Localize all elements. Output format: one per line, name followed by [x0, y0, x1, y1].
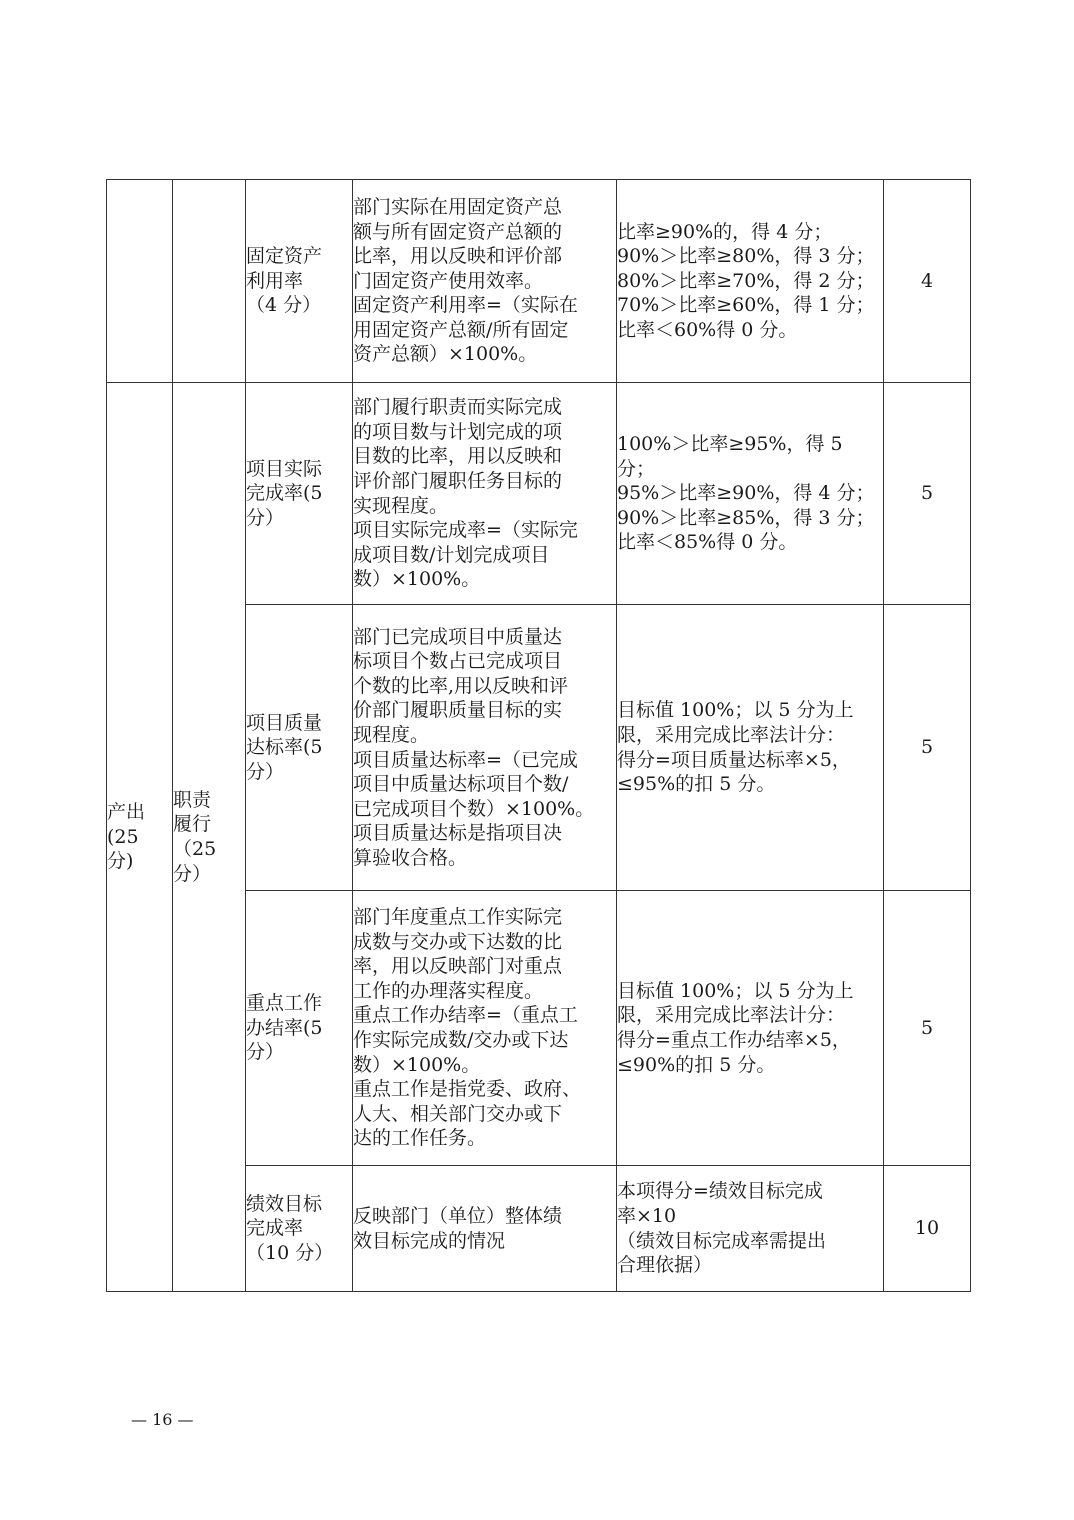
explanation-cell: 部门履行职责而实际完成 的项目数与计划完成的项 目数的比率，用以反映和 评价部门履职任务目标的 实现程度。 项目实际完成率=（实际完 成项目数/计划完成项目 数）×100%。 — [353, 383, 617, 605]
explanation-cell: 部门年度重点工作实际完 成数与交办或下达数的比 率，用以反映部门对重点 工作的办理落实程度。 重点工作办结率=（重点工 作实际完成数/交办或下达 数）×100%。 重点工作是指党委、政府、 人大、相关部门交办或下 达的工作任务。 — [353, 891, 617, 1166]
level1-cell-empty — [107, 180, 173, 383]
level2-indicator: 职责 履行 （25 分） — [173, 383, 246, 1292]
indicator-cell: 固定资产 利用率 （4 分） — [246, 180, 353, 383]
score-cell: 5 — [884, 383, 971, 605]
criteria-cell: 比率≥90%的，得 4 分； 90%＞比率≥80%，得 3 分； 80%＞比率≥70%，得 2 分； 70%＞比率≥60%，得 1 分； 比率＜60%得 0 分。 — [617, 180, 884, 383]
explanation-cell: 部门实际在用固定资产总 额与所有固定资产总额的 比率，用以反映和评价部 门固定资产使用效率。 固定资产利用率=（实际在 用固定资产总额/所有固定 资产总额）×100%。 — [353, 180, 617, 383]
table-row — [107, 180, 971, 383]
criteria-cell: 100%＞比率≥95%，得 5 分； 95%＞比率≥90%，得 4 分； 90%＞比率≥85%，得 3 分； 比率＜85%得 0 分。 — [617, 383, 884, 605]
score-cell: 5 — [884, 605, 971, 891]
criteria-cell: 目标值 100%；以 5 分为上 限，采用完成比率法计分： 得分=重点工作办结率×5， ≤90%的扣 5 分。 — [617, 891, 884, 1166]
explanation-cell: 部门已完成项目中质量达 标项目个数占已完成项目 个数的比率,用以反映和评 价部门履职质量目标的实 现程度。 项目质量达标率=（已完成 项目中质量达标项目个数/ 已完成项目个数）×100%。 项目质量达标是指项目决 算验收合格。 — [353, 605, 617, 891]
score-cell: 10 — [884, 1166, 971, 1292]
indicator-cell: 项目质量 达标率(5 分） — [246, 605, 353, 891]
page-number: — 16 — — [131, 1410, 194, 1429]
criteria-cell: 目标值 100%；以 5 分为上 限，采用完成比率法计分： 得分=项目质量达标率×5， ≤95%的扣 5 分。 — [617, 605, 884, 891]
table-row — [107, 383, 971, 605]
score-cell: 4 — [884, 180, 971, 383]
indicator-cell: 绩效目标 完成率 （10 分） — [246, 1166, 353, 1292]
indicator-cell: 重点工作 办结率(5 分） — [246, 891, 353, 1166]
indicator-cell: 项目实际 完成率(5 分） — [246, 383, 353, 605]
level2-cell-empty — [173, 180, 246, 383]
explanation-cell: 反映部门（单位）整体绩 效目标完成的情况 — [353, 1166, 617, 1292]
criteria-cell: 本项得分=绩效目标完成 率×10 （绩效目标完成率需提出 合理依据） — [617, 1166, 884, 1292]
score-cell: 5 — [884, 891, 971, 1166]
evaluation-table — [106, 179, 971, 1292]
level1-indicator: 产出 (25 分) — [107, 383, 173, 1292]
